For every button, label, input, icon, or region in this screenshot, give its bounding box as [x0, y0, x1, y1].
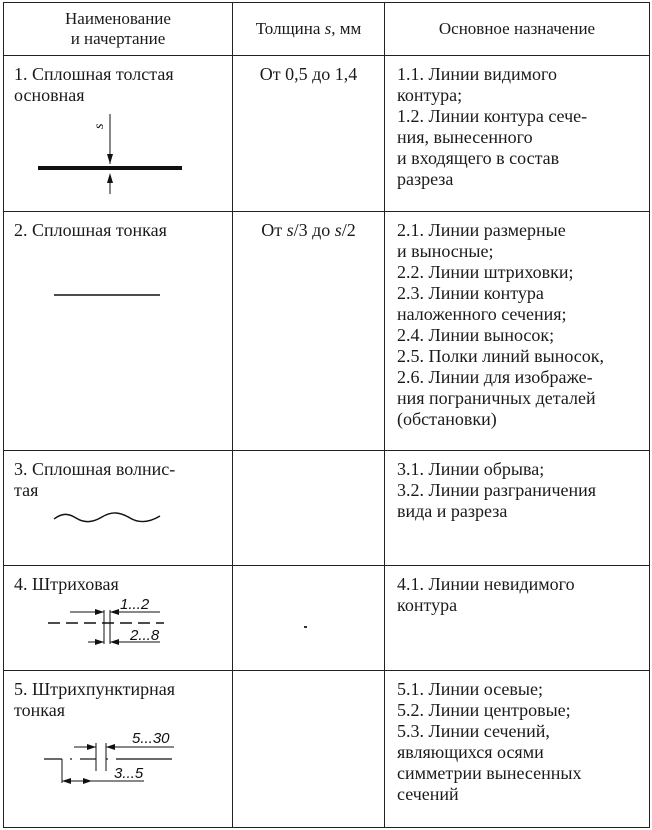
row-2-purpose-list	[385, 212, 649, 430]
purpose-line: наложенного сечения;	[397, 304, 567, 324]
row-4-name: 4. Штриховая	[14, 574, 119, 594]
purpose-line: сечений	[397, 784, 459, 804]
purpose-line: симметрии вынесенных	[397, 763, 582, 783]
row-5-name: 5. Штрихпунктирная тонкая	[14, 679, 176, 720]
purpose-line: 4.1. Линии невидимого	[397, 574, 575, 594]
dash-length-label: 5...30	[132, 730, 170, 747]
header-thickness-column: Толщина s, мм	[233, 3, 385, 56]
purpose-line: и выносные;	[397, 241, 494, 261]
purpose-line: 5.3. Линии сечений,	[397, 721, 550, 741]
purpose-line: вида и разреза	[397, 501, 508, 521]
header-purpose-column: Основное назначение	[385, 3, 650, 56]
gap-dim-label: 1...2	[120, 596, 150, 613]
purpose-line: 5.1. Линии осевые;	[397, 679, 543, 699]
row-2-name-cell	[4, 212, 233, 451]
row-1-name-cell	[4, 56, 233, 212]
speck	[304, 626, 307, 628]
row-3-name: 3. Сплошная волнис- тая	[14, 459, 176, 500]
row-1-name: 1. Сплошная толстая основная	[14, 64, 174, 105]
table-row	[4, 212, 650, 451]
dash-dim-label: 2...8	[130, 627, 160, 644]
row-4-name-cell	[4, 566, 233, 671]
thickness-label-s: s	[92, 123, 107, 129]
row-5-purpose-list	[385, 671, 649, 805]
row-4-thickness-cell	[233, 566, 385, 671]
thin-line-sample	[54, 290, 164, 300]
row-3-thickness	[233, 451, 384, 459]
row-5-name-cell	[4, 671, 233, 828]
row-2-name: 2. Сплошная тонкая	[14, 220, 167, 240]
table-row	[4, 56, 650, 212]
purpose-line: 2.1. Линии размерные	[397, 220, 566, 240]
purpose-line: 1.2. Линии контура сече-	[397, 106, 588, 126]
row-2-purpose-cell	[385, 212, 650, 451]
purpose-line: 2.5. Полки линий выносок,	[397, 346, 605, 366]
purpose-line: разреза	[397, 169, 454, 189]
row-2-thickness-cell	[233, 212, 385, 451]
thick-line-sample	[32, 106, 192, 196]
table-row	[4, 566, 650, 671]
purpose-line: 1.1. Линии видимого	[397, 64, 557, 84]
purpose-line: 3.2. Линии разграничения	[397, 480, 597, 500]
table-row	[4, 671, 650, 828]
purpose-line: 3.1. Линии обрыва;	[397, 459, 545, 479]
purpose-line: 2.3. Линии контура	[397, 283, 544, 303]
purpose-line: и входящего в состав	[397, 148, 560, 168]
purpose-line: являющихся осями	[397, 742, 544, 762]
purpose-line: ния пограничных деталей	[397, 388, 596, 408]
purpose-line: ния, вынесенного	[397, 127, 533, 147]
row-1-purpose-list	[385, 56, 649, 190]
purpose-line: 2.4. Линии выносок;	[397, 325, 555, 345]
row-3-purpose-cell	[385, 451, 650, 566]
purpose-line: контура	[397, 595, 458, 615]
row-1-thickness: От 0,5 до 1,4	[259, 64, 358, 84]
row-3-thickness-cell	[233, 451, 385, 566]
purpose-line: 2.6. Линии для изображе-	[397, 367, 593, 387]
purpose-line: 2.2. Линии штриховки;	[397, 262, 574, 282]
line-types-table	[3, 2, 650, 828]
row-4-purpose-list	[385, 566, 649, 616]
row-4-purpose-cell	[385, 566, 650, 671]
dashed-line-sample	[48, 596, 178, 656]
row-5-thickness-cell	[233, 671, 385, 828]
purpose-line: (обстановки)	[397, 409, 497, 429]
row-3-purpose-list	[385, 451, 649, 522]
table-row	[4, 451, 650, 566]
dash-dot-line-sample	[44, 731, 194, 795]
purpose-line: контура;	[397, 85, 463, 105]
row-5-purpose-cell	[385, 671, 650, 828]
table-header-row	[4, 3, 650, 56]
row-4-thickness	[233, 566, 384, 574]
wavy-line-sample	[54, 511, 164, 525]
row-2-thickness: От s/3 до s/2	[261, 220, 356, 240]
header-name-column: Наименование и начертание	[4, 3, 233, 56]
row-1-thickness-cell	[233, 56, 385, 212]
row-3-name-cell	[4, 451, 233, 566]
gap-length-label: 3...5	[114, 765, 144, 782]
row-5-thickness	[233, 671, 384, 679]
row-1-purpose-cell	[385, 56, 650, 212]
purpose-line: 5.2. Линии центровые;	[397, 700, 571, 720]
